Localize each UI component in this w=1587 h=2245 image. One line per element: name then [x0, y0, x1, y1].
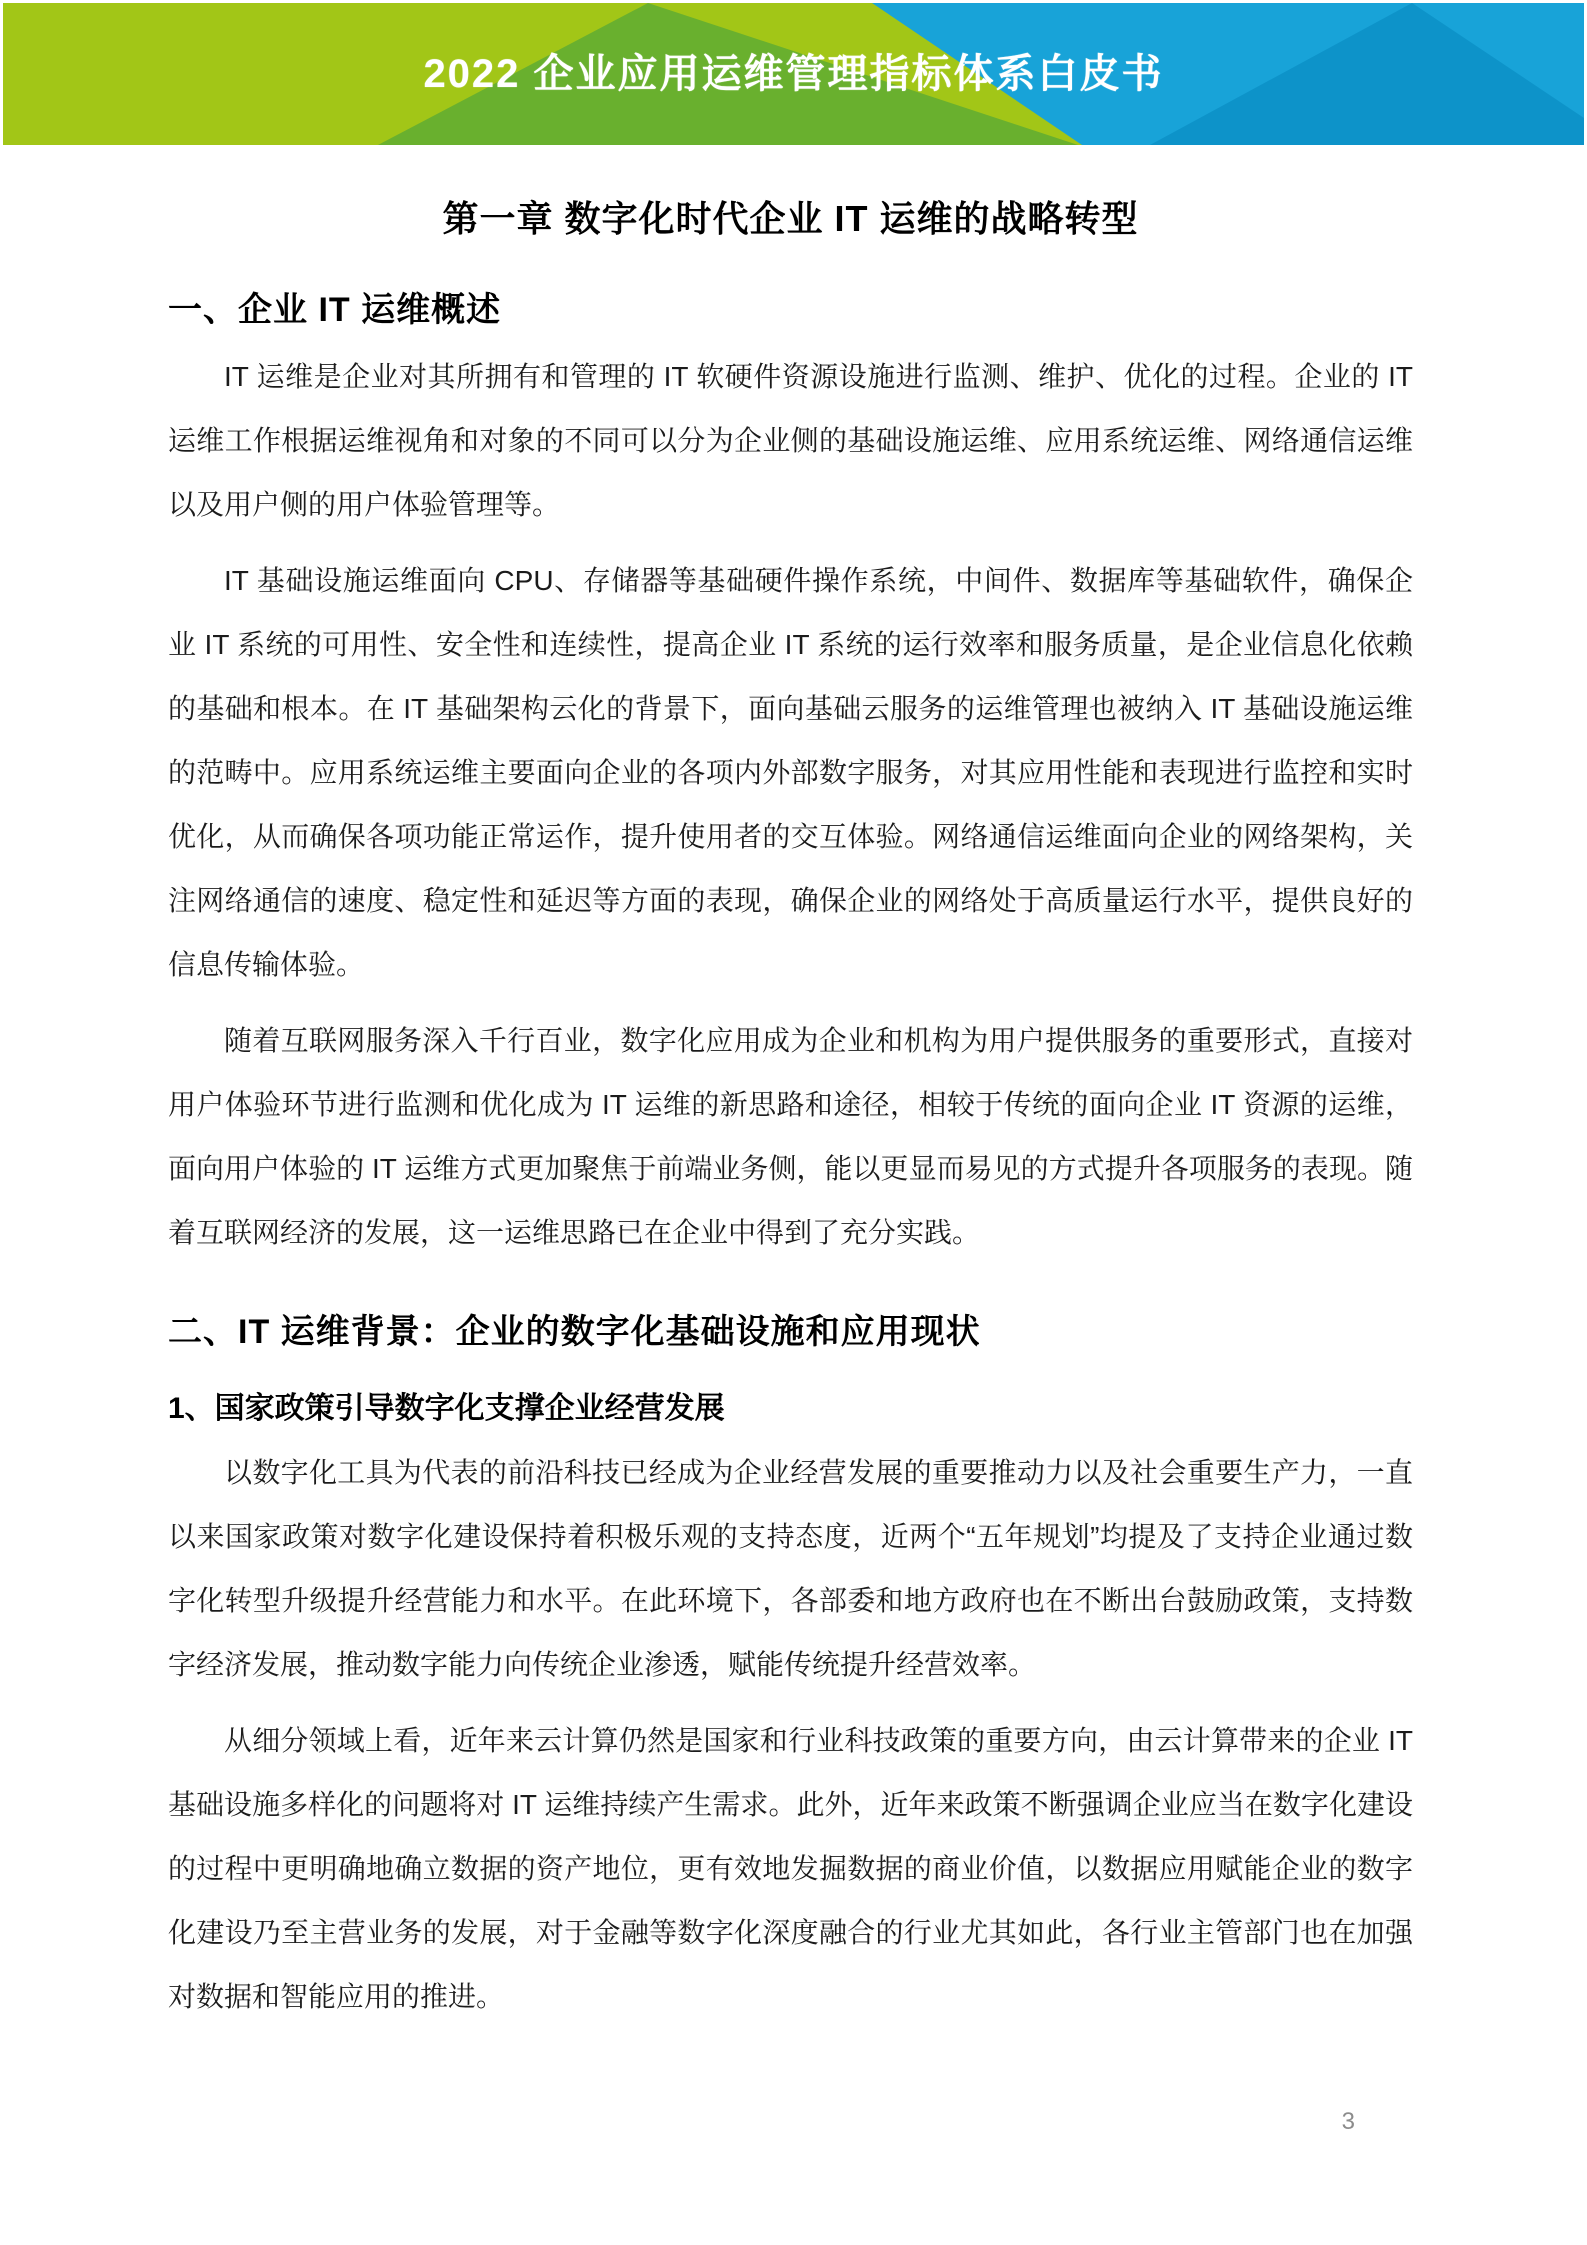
document-header-banner [3, 3, 1584, 145]
page-number: 3 [1341, 2108, 1355, 2135]
document-body [168, 145, 1413, 2029]
paragraph: IT 基础设施运维面向 CPU、存储器等基础硬件操作系统，中间件、数据库等基础软件，确保企业 IT 系统的可用性、安全性和连续性，提高企业 IT 系统的运行效率和服务质量，是企业信息化依赖的基础和根本。在 IT 基础架构云化的背景下，面向基础云服务的运维管理也被纳入 IT 基础设施运维的范畴中。应用系统运维主要面向企业的各项内外部数字服务，对其应用性能和表现进行监控和实时优化，从而确保各项功能正常运作，提升使用者的交互体验。网络通信运维面向企业的网络架构，关注网络通信的速度、稳定性和延迟等方面的表现，确保企业的网络处于高质量运行水平，提供良好的信息传输体验。 [168, 565, 1413, 980]
paragraph: 随着互联网服务深入千行百业，数字化应用成为企业和机构为用户提供服务的重要形式，直接对用户体验环节进行监测和优化成为 IT 运维的新思路和途径，相较于传统的面向企业 IT 资源的运维，面向用户体验的 IT 运维方式更加聚焦于前端业务侧，能以更显而易见的方式提升各项服务的表现。随着互联网经济的发展，这一运维思路已在企业中得到了充分实践。 [168, 1025, 1413, 1248]
paragraph: 从细分领域上看，近年来云计算仍然是国家和行业科技政策的重要方向，由云计算带来的企业 IT 基础设施多样化的问题将对 IT 运维持续产生需求。此外，近年来政策不断强调企业应当在数字化建设的过程中更明确地确立数据的资产地位，更有效地发掘数据的商业价值，以数据应用赋能企业的数字化建设乃至主营业务的发展，对于金融等数字化深度融合的行业尤其如此，各行业主管部门也在加强对数据和智能应用的推进。 [168, 1725, 1413, 2012]
section-2-heading: 二、IT 运维背景：企业的数字化基础设施和应用现状 [168, 1313, 981, 1351]
section-1-heading: 一、企业 IT 运维概述 [168, 291, 502, 329]
paragraph: 以数字化工具为代表的前沿科技已经成为企业经营发展的重要推动力以及社会重要生产力，一直以来国家政策对数字化建设保持着积极乐观的支持态度，近两个“五年规划”均提及了支持企业通过数字化转型升级提升经营能力和水平。在此环境下，各部委和地方政府也在不断出台鼓励政策，支持数字经济发展，推动数字能力向传统企业渗透，赋能传统提升经营效率。 [168, 1457, 1413, 1680]
header-title: 2022 企业应用运维管理指标体系白皮书 [423, 51, 1164, 96]
chapter-title: 第一章 数字化时代企业 IT 运维的战略转型 [442, 198, 1139, 239]
paragraph: IT 运维是企业对其所拥有和管理的 IT 软硬件资源设施进行监测、维护、优化的过程。企业的 IT 运维工作根据运维视角和对象的不同可以分为企业侧的基础设施运维、应用系统运维、网络通信运维以及用户侧的用户体验管理等。 [168, 361, 1413, 520]
subsection-1-heading: 1、国家政策引导数字化支撑企业经营发展 [168, 1392, 725, 1425]
